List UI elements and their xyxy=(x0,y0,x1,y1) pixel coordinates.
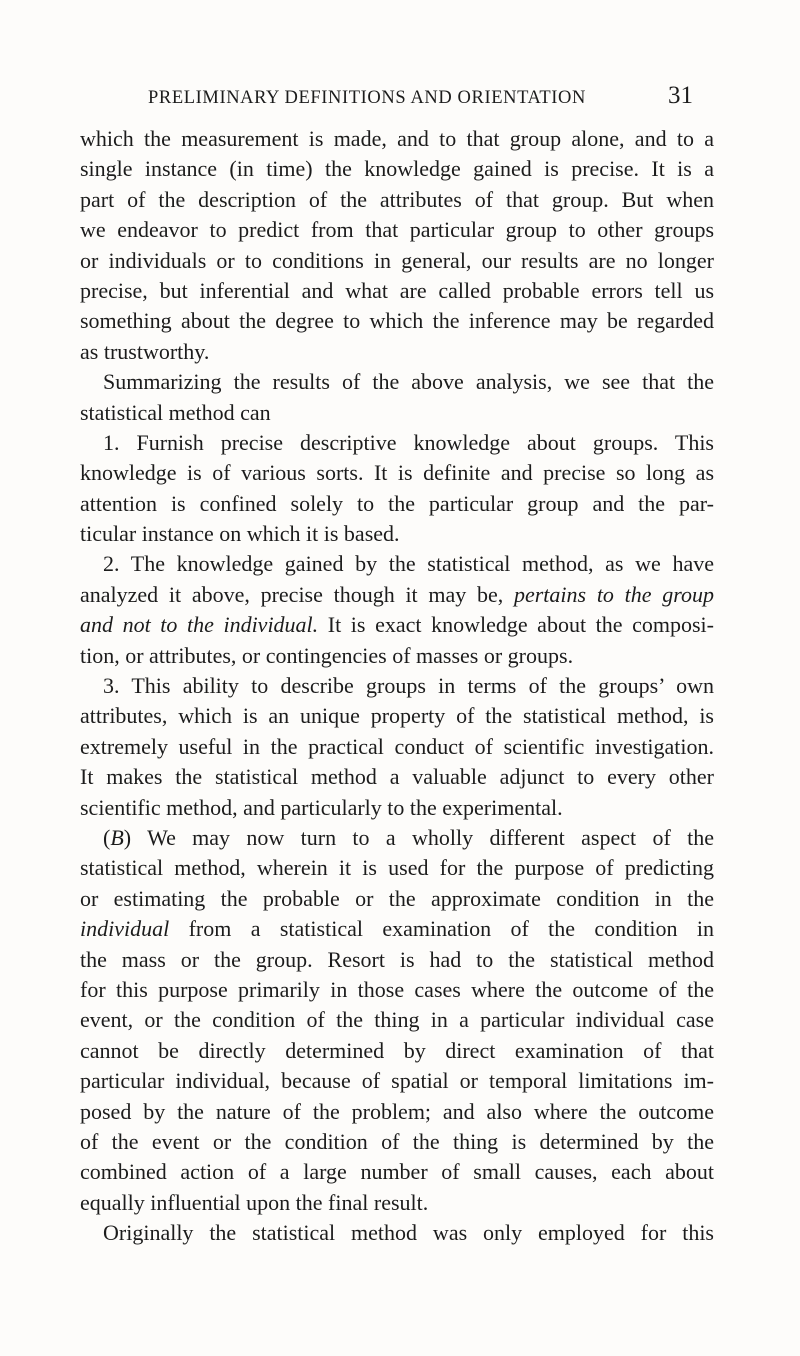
text-line: or individuals or to conditions in general, our results are no longer xyxy=(80,247,714,273)
text-line: cannot be directly determined by direct examination of that xyxy=(80,1037,714,1063)
text-line: something about the degree to which the inference may be regarded xyxy=(80,308,714,334)
text-line: 3. This ability to describe groups in terms of the groups’ own xyxy=(103,673,714,699)
italic-text: pertains to the group xyxy=(513,581,714,607)
page-number: 31 xyxy=(668,82,693,109)
text-line: for this purpose primarily in those cases where the outcome of the xyxy=(80,976,714,1002)
italic-text: individual xyxy=(80,916,170,942)
italic-text: and not to the individual. xyxy=(80,612,319,638)
text-line: which the measurement is made, and to that group alone, and to a xyxy=(80,126,714,151)
text-line: posed by the nature of the problem; and also where the outcome xyxy=(80,1098,714,1124)
text-line: part of the description of the attributes of that group. But when xyxy=(80,186,714,212)
running-head: PRELIMINARY DEFINITIONS AND ORIENTATION xyxy=(148,88,586,108)
text-line: extremely useful in the practical conduct of scientific investigation. xyxy=(80,733,714,759)
text-line: combined action of a large number of small causes, each about xyxy=(80,1159,714,1185)
text-line: tion, or attributes, or contingencies of masses or groups. xyxy=(80,642,574,668)
text-line: scientific method, and particularly to the experimental. xyxy=(80,794,563,820)
text-line: attention is confined solely to the particular group and the par- xyxy=(80,490,714,516)
text-run: We may now turn to a wholly different aspect of the xyxy=(147,824,714,850)
text-run: ) xyxy=(123,824,132,850)
text-line: equally influential upon the final result. xyxy=(80,1189,429,1215)
text-line: the mass or the group. Resort is had to the statistical method xyxy=(80,946,714,972)
body-text xyxy=(80,124,714,1248)
text-line: we endeavor to predict from that particular group to other groups xyxy=(80,217,714,243)
text-line xyxy=(80,610,714,640)
text-line: particular individual, because of spatial or temporal limitations im- xyxy=(80,1068,714,1094)
text-run: from a statistical examination of the condition in xyxy=(188,916,714,942)
italic-text: B xyxy=(110,824,124,850)
text-line: event, or the condition of the thing in a particular individual case xyxy=(80,1007,714,1033)
text-line: ticular instance on which it is based. xyxy=(80,521,400,547)
text-line: statistical method can xyxy=(80,399,271,425)
text-line: 1. Furnish precise descriptive knowledge about groups. This xyxy=(103,429,714,455)
text-line: Originally the statistical method was only employed for this xyxy=(103,1220,714,1246)
text-line: It makes the statistical method a valuable adjunct to every other xyxy=(80,764,714,790)
text-line: single instance (in time) the knowledge gained is precise. It is a xyxy=(80,156,714,182)
text-line: attributes, which is an unique property of the statistical method, is xyxy=(80,703,714,729)
text-run: analyzed it above, precise though it may be, xyxy=(80,581,504,607)
text-line: or estimating the probable or the approximate condition in the xyxy=(80,885,714,911)
text-line: knowledge is of various sorts. It is definite and precise so long as xyxy=(80,460,714,486)
text-run: ( xyxy=(103,824,111,850)
text-line xyxy=(80,914,714,944)
text-line: of the event or the condition of the thing is determined by the xyxy=(80,1128,714,1154)
text-line: 2. The knowledge gained by the statistical method, as we have xyxy=(103,551,714,577)
text-line: precise, but inferential and what are called probable errors tell us xyxy=(80,277,714,303)
text-line: as trustworthy. xyxy=(80,338,210,364)
text-run: It is exact knowledge about the composi- xyxy=(327,612,714,638)
text-line xyxy=(80,580,714,610)
text-line: statistical method, wherein it is used for the purpose of predicting xyxy=(80,855,714,881)
text-line: Summarizing the results of the above analysis, we see that the xyxy=(103,369,714,395)
text-line xyxy=(80,823,714,853)
